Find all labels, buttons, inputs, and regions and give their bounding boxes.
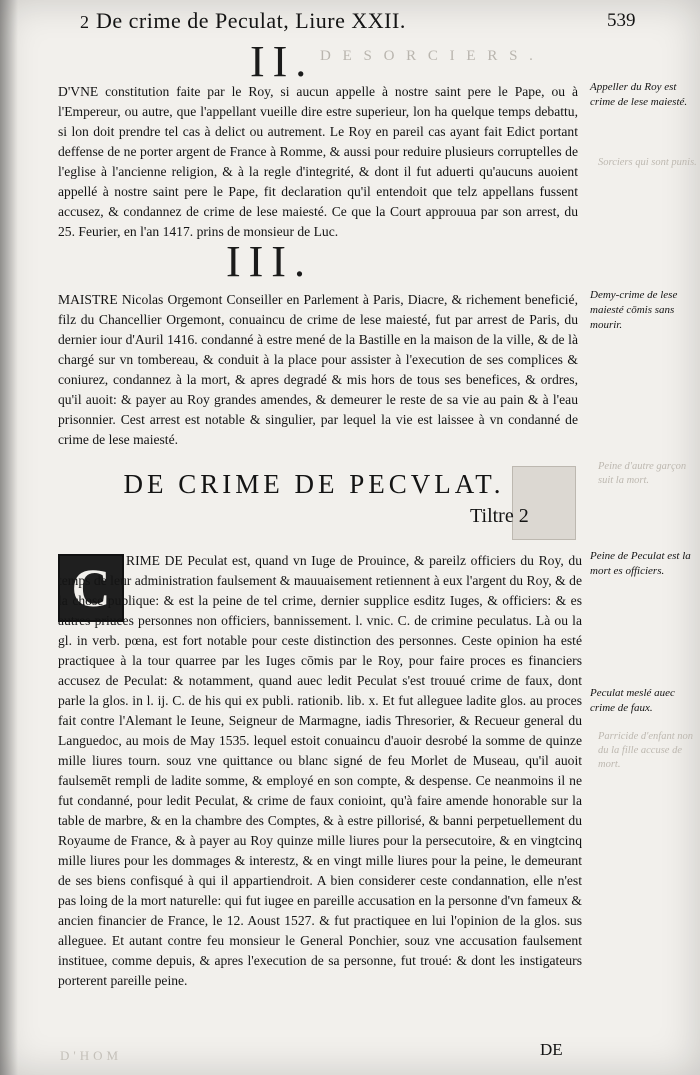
margin-note-1: Appeller du Roy est crime de lese maiesté. bbox=[590, 81, 688, 108]
section-ii-paragraph bbox=[58, 82, 578, 242]
faint-margin-note-1: Sorciers qui sont punis. bbox=[598, 157, 697, 168]
decorated-drop-cap: C bbox=[58, 554, 124, 622]
gutter-shadow bbox=[0, 0, 18, 1075]
running-title: De crime de Peculat, Liure XXII. bbox=[96, 8, 406, 33]
catchword: DE bbox=[540, 1040, 563, 1059]
section-iii-paragraph bbox=[58, 290, 578, 450]
page-number: 539 bbox=[607, 10, 636, 31]
header-lead-number: 2 bbox=[80, 12, 89, 32]
section-numeral-ii: II. bbox=[250, 37, 315, 86]
faint-margin-note-3: Parricide d'enfant non du la fille accuse de mort. bbox=[598, 731, 693, 770]
section-iii-text: MAISTRE Nicolas Orgemont Conseiller en Parlement à Paris, Diacre, & richement beneficié, filz du Chancellier Orgemont, conuaincu de crime de lese maiesté, fut par arrest de Paris, du dernier iour d'Auril 1416. condanné à estre mené de la Bastille en la maison de la ville, & de là chargé sur vn tombereau, & conduit à la place pour assister à l'execution de ses complices & coniurez, condannez à la mort, & apres degradé & mis hors de tous ses benefices, & ordres, qu'il auoit: & payer au Roy grandes amendes, & demeurer le reste de sa vie au pain & à l'eau prisonnier. Cest arrest est notable & singulier, par lequel la vie est laissee à vn condanné de crime de lese maiesté. bbox=[58, 292, 578, 447]
faint-margin-note-2: Peine d'autre garçon suit la mort. bbox=[598, 461, 687, 486]
show-through-footer: D'HOM bbox=[60, 1048, 123, 1063]
margin-note-2: Demy-crime de lese maiesté cōmis sans mourir. bbox=[590, 289, 678, 331]
chapter-paragraph bbox=[58, 551, 582, 991]
titre-label: Tiltre 2 bbox=[470, 505, 529, 527]
margin-note-3: Peine de Peculat est la mort es officiers. bbox=[590, 550, 691, 577]
section-ii-text: D'VNE constitution faite par le Roy, si aucun appelle à nostre saint pere le Pape, ou à l'Empereur, ou autre, que l'appellant vueille dire estre superieur, lon ha quelque temps debattu, si lon doit prendre tel cas à delict ou autrement. Le Roy en pareil cas ayant fait Edict portant deffense de ne porter argent de France à Romme, & aussi pour reduire plusieurs corruptelles de l'eglise à l'ancienne religion, & à la regle d'integrité, & dont il fut aduerti qu'aucuns auoient appellé à nostre saint pere le Pape, fit declaration qu'il entendoit que telz appellans fussent accusez, & condannez de crime de lese maiesté. Ce que la Court approuua par son arrest, du 25. Feurier, en l'an 1417. prins de monsieur de Luc. bbox=[58, 84, 578, 239]
running-header bbox=[0, 6, 700, 38]
margin-note-4: Peculat meslé auec crime de faux. bbox=[590, 687, 675, 714]
section-numeral-iii: III. bbox=[226, 237, 313, 286]
show-through-heading: D E S O R C I E R S . bbox=[320, 48, 537, 64]
chapter-text: RIME DE Peculat est, quand vn Iuge de Prouince, & pareilz officiers du Roy, du temps de leur administration faulsement & mauuaisement retiennent à eux l'argent du Roy, & de la chose publique: & est la peine de tel crime, dernier supplice esditz Iuges, & officiers: & es autres priuees personnes non officiers, bannissement. l. vnic. C. de crimine peculatus. Là ou la gl. in verb. pœna, est fort notable pour ceste distinction des personnes. Ceste opinion ha esté practiquee à la tour quarree par les Iuges cōmis par le Roy, pour faire proces es financiers accusez de Peculat: & notamment, quand auec ledit Peculat s'est trouué crime de faux, dont parle la glos. in l. ij. C. de his qui ex publi. rationib. lib. x. Et fut alleguee ladite glos. au proces fait contre l'Alemant le Ieune, Seigneur de Marmagne, iadis Thresorier, & Recueur general du Languedoc, au mois de May 1535. lequel estoit conuaincu d'auoir desrobé la somme de quinze mille liures tourn. souz vne quittance ou blanc signé de feu Morlet de Museau, qu'il auoit faulsemēt rempli de ladite somme, & employé en son compte, & despense. Ce neanmoins il ne fut condanné, pour ledit Peculat, & crime de faux conioint, qu'à faire amende honorable sur la table de marbre, & en la chambre des Comptes, & à estre pillorisé, & banni perpetuellement du Royaume de France, & à payer au Roy quinze mille liures pour la persecutoire, & en vingtcinq mille liures pour les dommages & interestz, & en vingt mille liures pour la peine, le demeurant de ses biens confisqué à qui il appartiendroit. A bien considerer ceste condannation, elle n'est pas loing de la mort naturelle: qui fut iugee en pareille accusation en la personne d'vn fameux & ancien financier de France, le 12. Aoust 1527. & fut practiquee en lui l'opinion de la glos. sus alleguee. Et autant contre feu monsieur le General Ponchier, souz vne accusation faulsement instituee, comme depuis, & apres l'execution de sa personne, fut troué: & dont les instigateurs porterent pareille peine. bbox=[58, 553, 582, 988]
chapter-title: DE CRIME DE PECVLAT. bbox=[123, 469, 505, 499]
